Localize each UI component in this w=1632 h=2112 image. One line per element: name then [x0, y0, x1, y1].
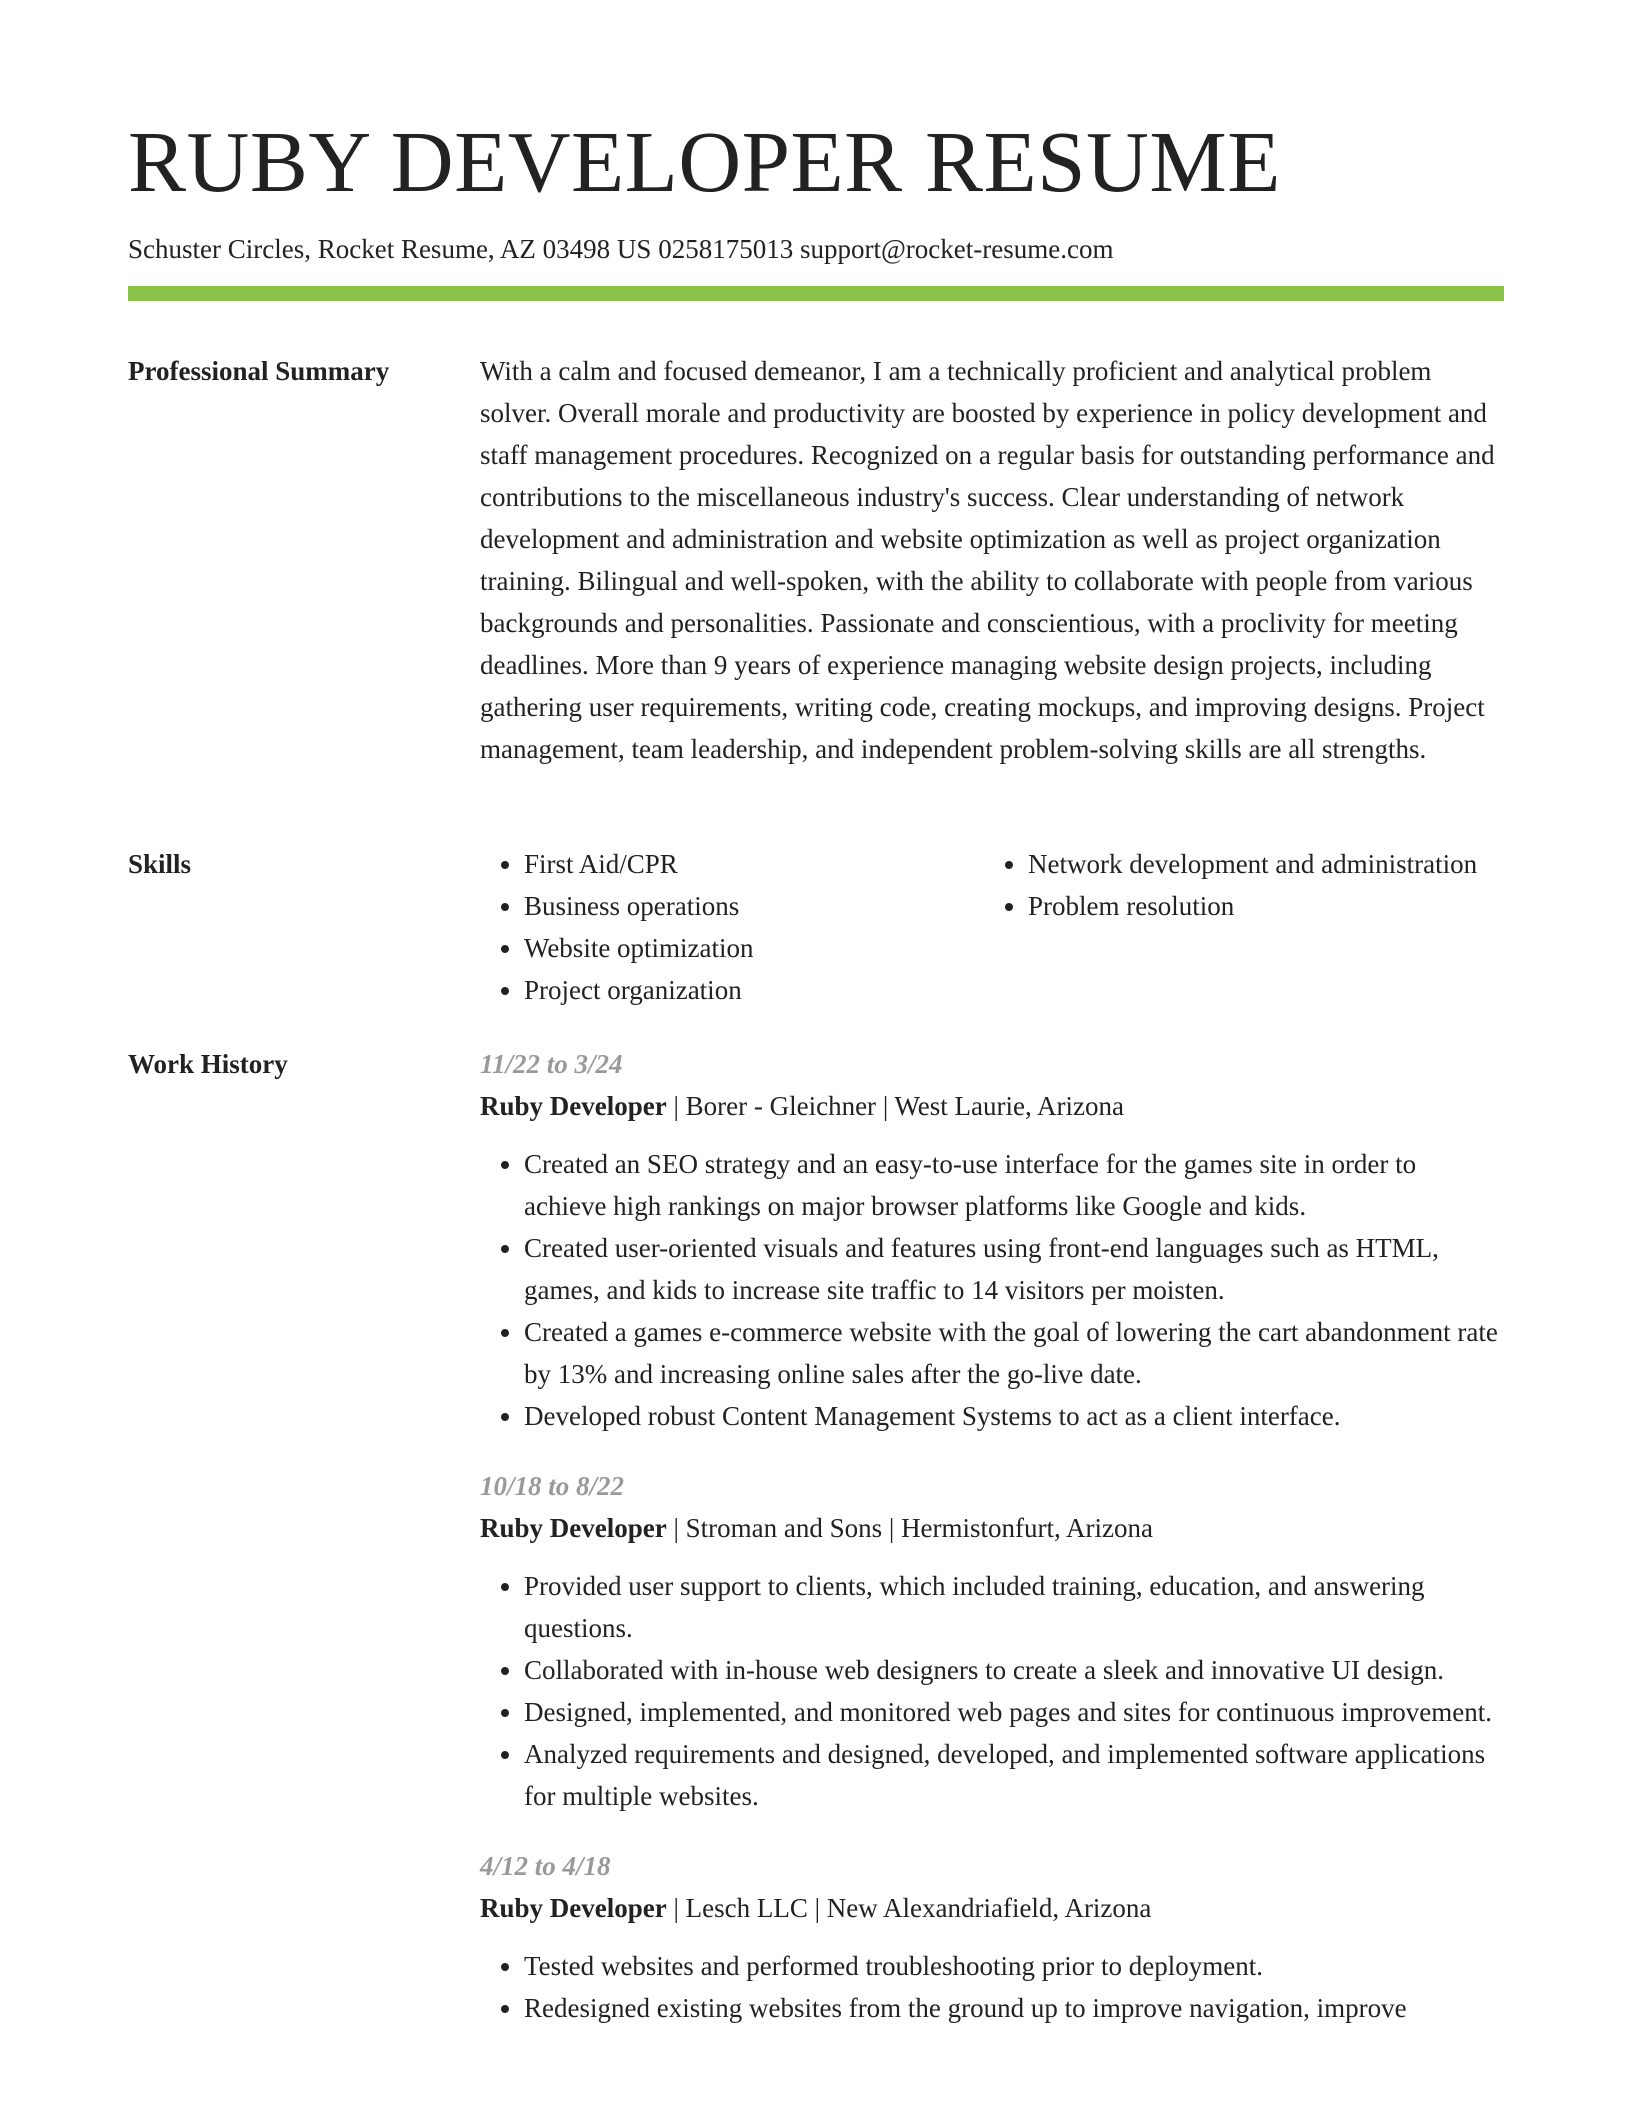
job-dates: 11/22 to 3/24: [480, 1049, 623, 1079]
contact-info: Schuster Circles, Rocket Resume, AZ 03498 US 0258175013 support@rocket-resume.com: [128, 234, 1114, 264]
skill-item: • First Aid/CPR: [524, 843, 984, 885]
job-entry: [480, 1845, 1504, 2029]
job-title-line: [480, 1887, 1504, 1929]
job-bullet: • Collaborated with in-house web designers to create a sleek and innovative UI design.: [524, 1649, 1504, 1691]
job-bullet: • Created user-oriented visuals and features using front-end languages such as HTML, games, and kids to increase site traffic to 14 visitors per moisten.: [524, 1227, 1504, 1311]
summary-text: With a calm and focused demeanor, I am a technically proficient and analytical problem solver. Overall morale and productivity are boosted by experience in policy development and staff management procedures. Recognized on a regular basis for outstanding performance and contributions to the miscellaneous industry's success. Clear understanding of network development and administration and website optimization as well as project organization training. Bilingual and well-spoken, with the ability to collaborate with people from various backgrounds and personalities. Passionate and conscientious, with a proclivity for meeting deadlines. More than 9 years of experience managing website design projects, including gathering user requirements, writing code, creating mockups, and improving designs. Project management, team leadership, and independent problem-solving skills are all strengths.: [480, 356, 1495, 764]
job-dates: 10/18 to 8/22: [480, 1471, 625, 1501]
job-bullets: [480, 1945, 1504, 2029]
job-bullet: • Provided user support to clients, which included training, education, and answering questions.: [524, 1565, 1504, 1649]
job-bullets: [480, 1565, 1504, 1817]
separator: |: [673, 1091, 679, 1121]
separator: |: [673, 1893, 679, 1923]
job-bullet: • Created an SEO strategy and an easy-to-use interface for the games site in order to achieve high rankings on major browser platforms like Google and kids.: [524, 1143, 1504, 1227]
skills-columns: [480, 843, 1504, 1011]
job-entry: [480, 1043, 1504, 1437]
skill-item: • Business operations: [524, 885, 984, 927]
job-company: Borer - Gleichner: [685, 1091, 877, 1121]
job-dates: 4/12 to 4/18: [480, 1851, 611, 1881]
skills-column-right: [984, 843, 1488, 1011]
job-title-line: [480, 1507, 1504, 1549]
job-bullet: • Created a games e-commerce website with the goal of lowering the cart abandonment rate by 13% and increasing online sales after the go-live date.: [524, 1311, 1504, 1395]
summary-label: Professional Summary: [128, 356, 390, 386]
job-bullet: • Analyzed requirements and designed, developed, and implemented software applications for multiple websites.: [524, 1733, 1504, 1817]
job-bullets: [480, 1143, 1504, 1437]
summary-body: [480, 350, 1504, 770]
work-history-label: Work History: [128, 1049, 288, 1079]
job-title-line: [480, 1085, 1504, 1127]
job-bullet: • Developed robust Content Management Systems to act as a client interface.: [524, 1395, 1504, 1437]
job-bullet: • Designed, implemented, and monitored web pages and sites for continuous improvement.: [524, 1691, 1504, 1733]
job-title: Ruby Developer: [480, 1893, 667, 1923]
job-bullet: • Tested websites and performed troubleshooting prior to deployment.: [524, 1945, 1504, 1987]
skills-column-left: [480, 843, 984, 1011]
skill-item: • Problem resolution: [1028, 885, 1488, 927]
separator: |: [882, 1091, 889, 1121]
skills-body: [480, 843, 1504, 1011]
job-location: New Alexandriafield, Arizona: [826, 1893, 1152, 1923]
separator: |: [888, 1513, 895, 1543]
separator: |: [814, 1893, 821, 1923]
accent-divider: [128, 286, 1504, 301]
job-company: Lesch LLC: [685, 1893, 808, 1923]
resume-title: RUBY DEVELOPER RESUME: [128, 113, 1281, 210]
job-location: Hermistonfurt, Arizona: [901, 1513, 1154, 1543]
skill-item: • Project organization: [524, 969, 984, 1011]
job-location: West Laurie, Arizona: [894, 1091, 1124, 1121]
skill-item: • Website optimization: [524, 927, 984, 969]
job-title: Ruby Developer: [480, 1091, 667, 1121]
skill-item: • Network development and administration: [1028, 843, 1488, 885]
work-history-body: [480, 1043, 1504, 2057]
job-bullet: • Redesigned existing websites from the ground up to improve navigation, improve: [524, 1987, 1504, 2029]
job-company: Stroman and Sons: [685, 1513, 883, 1543]
separator: |: [673, 1513, 679, 1543]
job-title: Ruby Developer: [480, 1513, 667, 1543]
skills-label: Skills: [128, 849, 192, 879]
job-entry: [480, 1465, 1504, 1817]
